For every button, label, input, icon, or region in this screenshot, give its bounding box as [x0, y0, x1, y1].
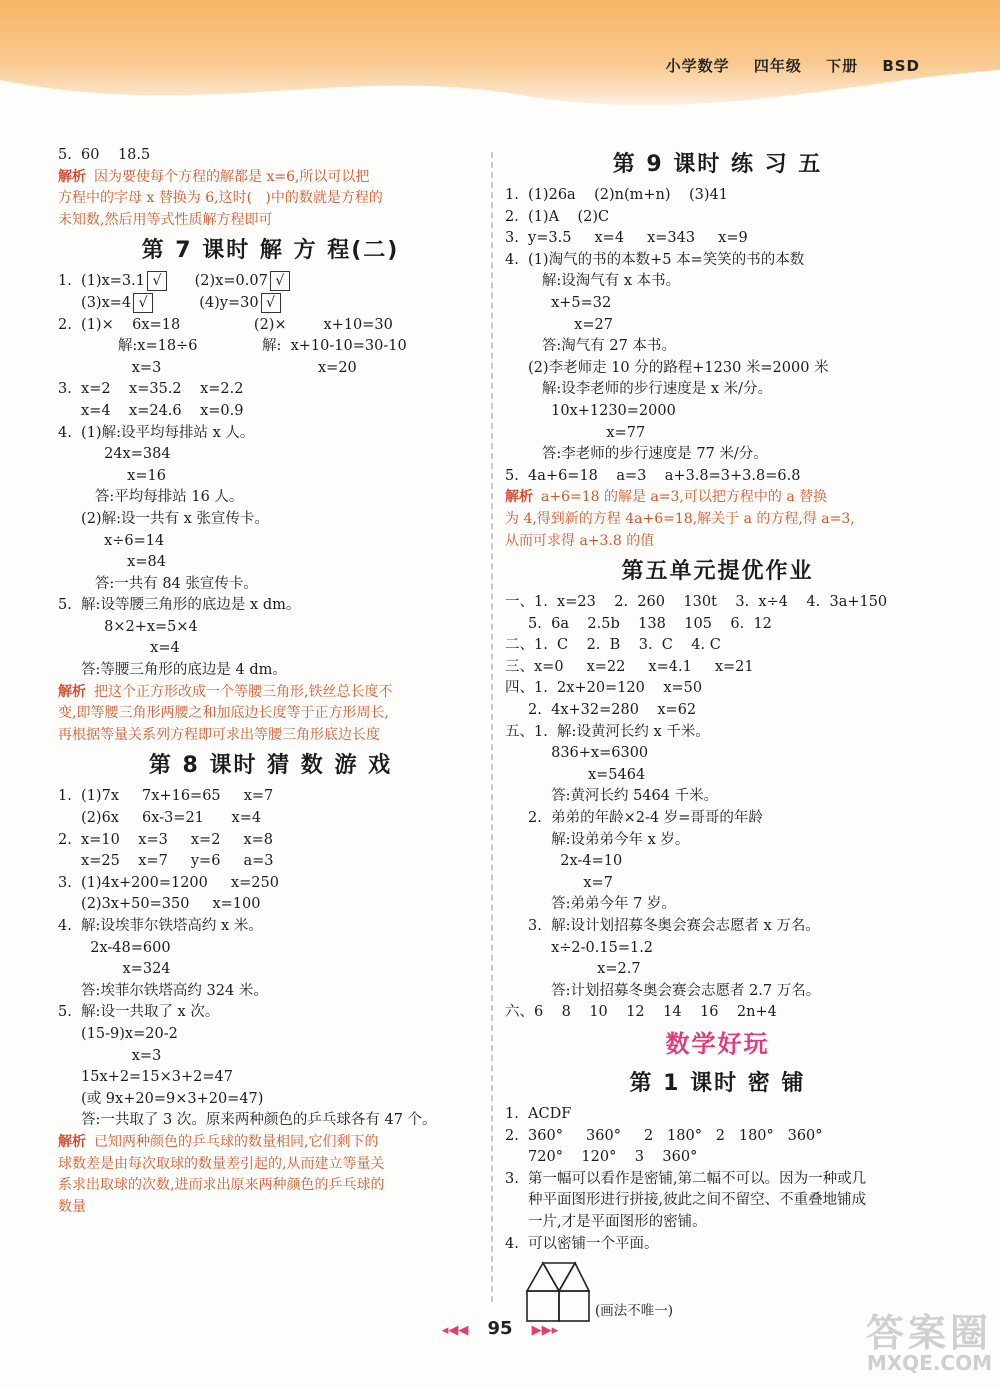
explanation-block: 解析 a+6=18 的解是 a=3,可以把方程中的 a 替换 — [505, 489, 828, 506]
answer-line: 5. 60 18.5 — [58, 147, 151, 163]
answer-line: 1. ACDF — [505, 1105, 572, 1122]
answer-line: 答:李老师的步行速度是 77 米/分。 — [505, 446, 768, 463]
answer-line: 2. (1)× 6x=18 (2)× x+10=30 — [58, 316, 393, 333]
answer-line: 10x+1230=2000 — [505, 402, 676, 419]
left-column — [58, 145, 483, 1218]
book-info — [648, 55, 920, 76]
answer-line: 四、1. 2x+20=120 x=50 — [505, 680, 703, 697]
answer-line: 5. 4a+6=18 a=3 a+3.8=3+3.8=6.8 — [505, 467, 801, 484]
explanation-tag: 解析 — [505, 489, 533, 506]
answer-line: (2)6x 6x-3=21 x=4 — [58, 810, 262, 827]
answer-line: 解:x=18÷6 解: x+10-10=30-10 — [58, 338, 407, 355]
explanation-tag: 解析 — [58, 1133, 86, 1150]
answer-line: 24x=384 — [58, 446, 171, 463]
answer-line: 2x-48=600 — [58, 939, 171, 956]
answer-line: 2. (1)A (2)C — [505, 208, 610, 225]
answer-line: 答:弟弟今年 7 岁。 — [505, 896, 676, 913]
answer-line: 4. 解:设埃菲尔铁塔高约 x 米。 — [58, 918, 263, 934]
answer-line: x=27 — [505, 316, 613, 333]
answer-line: 种平面图形进行拼接,彼此之间不留空、不重叠地铺成 — [505, 1192, 867, 1209]
fun-math-title: 数学好玩 — [665, 1029, 770, 1058]
answer-line: 1. (1)x=3.1 √ (2)x=0.07 √ — [58, 271, 483, 293]
answer-line: (15-9)x=20-2 — [58, 1025, 178, 1042]
answer-line: x=4 — [58, 640, 180, 657]
right-arrows-icon: ▶▶▸ — [531, 1323, 559, 1338]
drawing-note: (画法不唯一) — [595, 1303, 674, 1320]
answer-line: 2. x=10 x=3 x=2 x=8 — [58, 831, 274, 848]
lesson-9-title: 第 9 课时 练 习 五 — [612, 152, 823, 177]
answer-line: 三、x=0 x=22 x=4.1 x=21 — [505, 658, 754, 675]
answer-line: x=25 x=7 y=6 a=3 — [58, 853, 274, 870]
answer-line: 1. (1)7x 7x+16=65 x=7 — [58, 788, 274, 805]
explanation-line: 球数差是由每次取球的数量差引起的,从而建立等量关 — [58, 1155, 385, 1172]
explanation-tag: 解析 — [58, 168, 86, 185]
answer-line: x=2.7 — [505, 961, 641, 978]
answer-line: 8×2+x=5×4 — [58, 618, 198, 635]
subject-label: 小学数学 — [665, 57, 730, 75]
answer-line: 2. 弟弟的年龄×2-4 岁=哥哥的年龄 — [505, 810, 763, 827]
answer-line: (或 9x+20=9×3+20=47) — [58, 1090, 264, 1107]
check-icon: √ — [261, 293, 281, 313]
grade-label: 四年级 — [753, 57, 802, 75]
column-divider — [491, 152, 493, 1302]
lesson-m1-title: 第 1 课时 密 铺 — [629, 1070, 806, 1096]
answer-line: 4. 可以密铺一个平面。 — [505, 1235, 659, 1252]
answer-line: 5. 解:设一共取了 x 次。 — [58, 1004, 220, 1021]
answer-line: x÷6=14 — [58, 532, 165, 549]
lesson-8-title: 第 8 课时 猜 数 游 戏 — [148, 753, 393, 779]
explanation-block: 解析 已知两种颜色的乒乓球的数量相同,它们剩下的 — [58, 1133, 379, 1150]
explanation-line: 未知数,然后用等式性质解方程即可 — [58, 211, 273, 228]
answer-line: 一、1. x=23 2. 260 130t 3. x÷4 4. 3a+150 — [505, 594, 888, 611]
answer-line: 答:埃菲尔铁塔高约 324 米。 — [58, 982, 268, 999]
answer-line: 答:等腰三角形的底边是 4 dm。 — [58, 662, 287, 679]
answer-line: 4. (1)解:设平均每排站 x 人。 — [58, 424, 255, 441]
answer-line: 720° 120° 3 360° — [505, 1149, 698, 1166]
answer-line: 答:黄河长约 5464 千米。 — [505, 788, 719, 805]
answer-line: 答:一共有 84 张宣传卡。 — [58, 575, 258, 592]
left-arrows-icon: ◂◀◀ — [441, 1323, 469, 1338]
answer-line: 答:平均每排站 16 人。 — [58, 489, 244, 506]
explanation-line: 为 4,得到新的方程 4a+6=18,解关于 a 的方程,得 a=3, — [505, 510, 855, 527]
explanation-block: 解析 因为要使每个方程的解都是 x=6,所以可以把 — [58, 168, 370, 185]
answer-line: 3. x=2 x=35.2 x=2.2 — [58, 381, 244, 398]
answer-line: 二、1. C 2. B 3. C 4. C — [505, 637, 721, 654]
answer-line: 5. 解:设等腰三角形的底边是 x dm。 — [58, 597, 301, 614]
answer-line: x=77 — [505, 424, 646, 441]
answer-line: 答:一共取了 3 次。原来两种颜色的乒乓球各有 47 个。 — [58, 1112, 437, 1129]
answer-line: 4. (1)淘气的书的本数+5 本=笑笑的书的本数 — [505, 251, 805, 268]
answer-line: 5. 6a 2.5b 138 105 6. 12 — [505, 615, 772, 632]
watermark-url: MXQE.COM — [866, 1351, 992, 1375]
explanation-line: 系求出取球的次数,进而求出原来两种颜色的乒乓球的 — [58, 1177, 385, 1194]
right-column — [505, 145, 930, 1323]
house-shape-icon — [525, 1259, 591, 1323]
answer-line: 3. y=3.5 x=4 x=343 x=9 — [505, 230, 748, 247]
answer-line: x+5=32 — [505, 294, 612, 311]
watermark-logo — [866, 1302, 992, 1375]
answer-line: 一片,才是平面图形的密铺。 — [505, 1213, 707, 1230]
check-icon: √ — [133, 293, 153, 313]
answer-line: (3)x=4 √ (4)y=30 √ — [58, 293, 483, 315]
check-icon: √ — [270, 271, 290, 291]
answer-line: (2)解:设一共有 x 张宣传卡。 — [58, 510, 269, 527]
answer-line: x=4 x=24.6 x=0.9 — [58, 402, 244, 419]
answer-line: 2x-4=10 — [505, 853, 623, 870]
page-number: 95 — [487, 1318, 513, 1339]
explanation-line: 数量 — [58, 1198, 86, 1215]
answer-line: x÷2-0.15=1.2 — [505, 939, 654, 956]
answer-line: x=3 x=20 — [58, 359, 357, 376]
answer-line: 五、1. 解:设黄河长约 x 千米。 — [505, 723, 710, 740]
answer-line: x=324 — [58, 961, 171, 978]
answer-line: 2. 4x+32=280 x=62 — [505, 702, 697, 719]
explanation-line: 再根据等量关系列方程即可求出等腰三角形底边长度 — [58, 726, 380, 743]
explanation-line: 方程中的字母 x 替换为 6,这时( )中的数就是方程的 — [58, 190, 383, 207]
answer-line: x=5464 — [505, 766, 646, 783]
answer-line: 答:计划招募冬奥会赛会志愿者 2.7 万名。 — [505, 982, 821, 999]
answer-line: 2. 360° 360° 2 180° 2 180° 360° — [505, 1127, 823, 1144]
answer-line: 3. (1)4x+200=1200 x=250 — [58, 874, 279, 891]
answer-line: 答:淘气有 27 本书。 — [505, 338, 676, 355]
term-label: 下册 — [826, 57, 859, 75]
edition-label: BSD — [882, 57, 920, 75]
answer-line: 解:设淘气有 x 本书。 — [505, 273, 681, 290]
answer-line: 六、6 8 10 12 14 16 2n+4 — [505, 1004, 777, 1021]
answer-line: 836+x=6300 — [505, 745, 649, 762]
unit-5-title: 第五单元提优作业 — [621, 559, 814, 585]
answer-line: x=84 — [58, 554, 166, 571]
watermark-text: 答案圈 — [865, 1311, 992, 1355]
explanation-block: 解析 把这个正方形改成一个等腰三角形,铁丝总长度不 — [58, 683, 393, 700]
answer-line: x=16 — [58, 467, 166, 484]
answer-line: x=3 — [58, 1047, 162, 1064]
explanation-tag: 解析 — [58, 683, 86, 700]
page-footer — [0, 1318, 1000, 1339]
answer-line: (2)李老师走 10 分的路程+1230 米=2000 米 — [505, 359, 829, 376]
answer-line: 3. 第一幅可以看作是密铺,第二幅不可以。因为一种或几 — [505, 1170, 867, 1187]
explanation-line: 从而可求得 a+3.8 的值 — [505, 532, 655, 549]
answer-line: x=7 — [505, 874, 613, 891]
check-icon: √ — [147, 271, 167, 291]
lesson-7-title: 第 7 课时 解 方 程(二) — [141, 238, 400, 264]
answer-line: (2)3x+50=350 x=100 — [58, 896, 261, 913]
answer-line: 15x+2=15×3+2=47 — [58, 1069, 233, 1086]
answer-line: 3. 解:设计划招募冬奥会赛会志愿者 x 万名。 — [505, 918, 820, 934]
answer-line: 解:设李老师的步行速度是 x 米/分。 — [505, 381, 773, 398]
answer-line: 解:设弟弟今年 x 岁。 — [505, 831, 690, 848]
explanation-line: 变,即等腰三角形两腰之和加底边长度等于正方形周长, — [58, 705, 389, 722]
answer-line: 1. (1)26a (2)n(m+n) (3)41 — [505, 187, 728, 203]
